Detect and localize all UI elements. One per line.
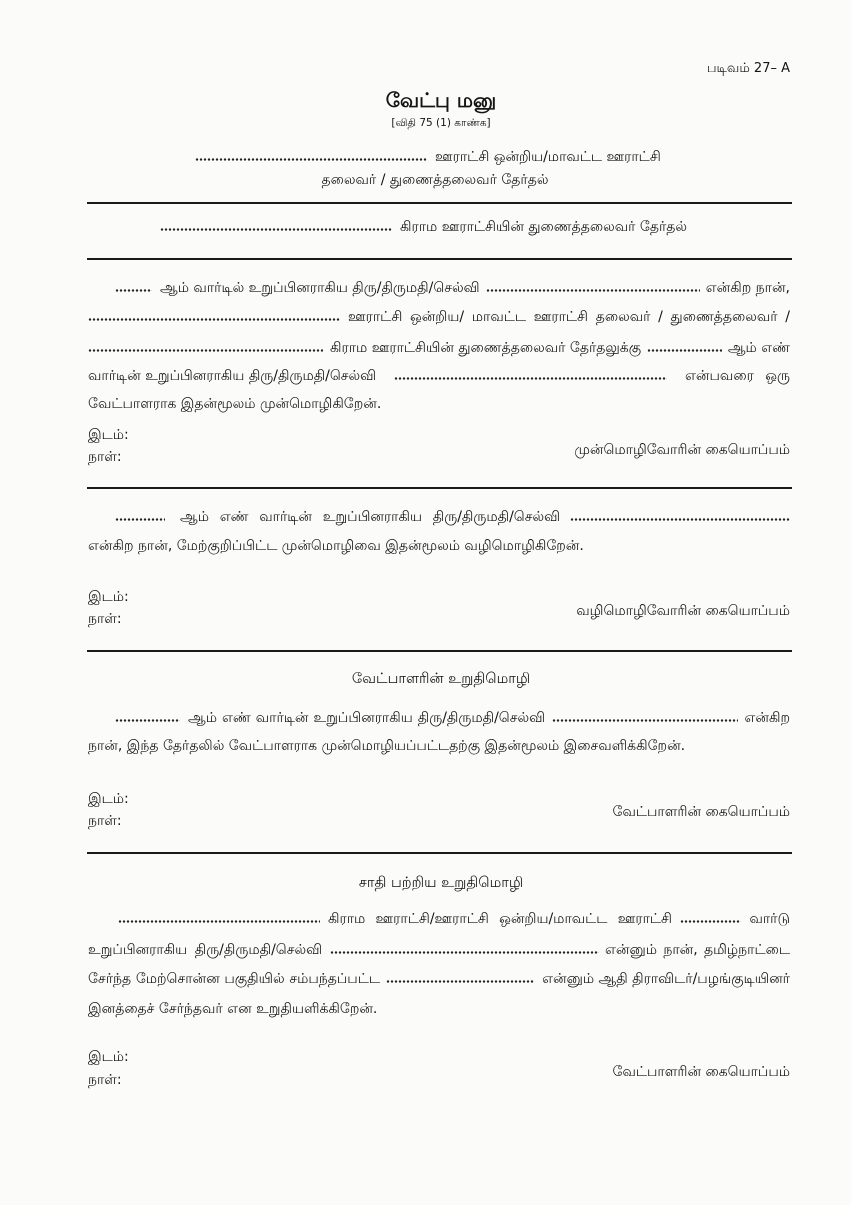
caste-line-1 [118, 909, 790, 929]
fill-blank [680, 920, 741, 923]
fill-blank [88, 318, 340, 321]
caste-line4: இனத்தைச் சேர்ந்தவர் என உறுதியளிக்கிறேன். [88, 1001, 378, 1017]
place-label: இடம்: [88, 791, 129, 807]
date-label: நாள்: [88, 1072, 122, 1088]
seconding-line-2 [88, 536, 790, 556]
caste-line-3 [88, 969, 790, 989]
form-number: படிவம் 27– A [706, 61, 790, 76]
caste-line-4 [88, 999, 790, 1019]
seconding-line-1 [115, 507, 790, 527]
election-village-vp-text: கிராம ஊராட்சியின் துணைத்தலைவர் தேர்தல் [400, 219, 687, 235]
caste-line2-a: உறுப்பினராகிய திரு/திருமதி/செல்வி [88, 942, 322, 958]
proposal-line-4 [88, 366, 790, 386]
caste-line-2 [88, 940, 790, 960]
proposal-line3-a: கிராம ஊராட்சியின் துணைத்தலைவர் தேர்தலுக்கு [330, 340, 642, 356]
proposer-signature-label: முன்மொழிவோரின் கையொப்பம் [574, 442, 790, 458]
divider [87, 852, 792, 854]
fill-blank [88, 349, 323, 352]
candidate-signature-label: வேட்பாளரின் கையொப்பம் [612, 804, 790, 820]
rule-reference: [விதி 75 (1) காண்க] [391, 117, 491, 129]
date-label: நாள்: [88, 611, 122, 627]
fill-blank [160, 228, 392, 231]
proposal-line4-a: வார்டின் உறுப்பினராகிய திரு/திருமதி/செல்வி [88, 368, 377, 384]
date-label: நாள்: [88, 449, 122, 465]
fill-blank [647, 349, 722, 352]
caste-line2-b: என்னும் நான், தமிழ்நாட்டை [605, 942, 790, 958]
election-president-vp-text: தலைவர் / துணைத்தலைவர் தேர்தல் [321, 172, 549, 188]
fill-blank [195, 158, 427, 161]
divider [87, 258, 792, 260]
proposal-line5: வேட்பாளராக இதன்மூலம் முன்மொழிகிறேன். [88, 396, 382, 412]
proposal-line-2 [88, 307, 790, 327]
place-label: இடம்: [88, 589, 129, 605]
fill-blank [386, 980, 534, 983]
proposal-line1-b: என்கிற நான், [705, 280, 790, 296]
proposal-line-3 [88, 338, 790, 358]
caste-line1-a: கிராம ஊராட்சி/ஊராட்சி ஒன்றிய/மாவட்ட ஊராட்சி [328, 911, 672, 927]
fill-blank [115, 518, 165, 521]
section-heading-caste: சாதி பற்றிய உறுதிமொழி [358, 875, 524, 891]
candidate-line-2 [88, 736, 790, 756]
seconding-line1: ஆம் எண் வார்டின் உறுப்பினராகிய திரு/திருமதி/செல்வி [180, 509, 560, 525]
election-line-union [195, 147, 685, 167]
proposal-line3-b: ஆம் எண் [727, 340, 790, 356]
fill-blank [486, 289, 700, 292]
candidate-line2: நான், இந்த தேர்தலில் வேட்பாளராக முன்மொழியப்பட்டதற்கு இதன்மூலம் இசைவளிக்கிறேன். [88, 738, 686, 754]
proposal-line4-b: என்பவரை ஒரு [685, 368, 790, 384]
caste-line1-b: வார்டு [749, 911, 790, 927]
divider [87, 202, 792, 204]
candidate-line1-b: என்கிற [744, 710, 790, 726]
section-heading-candidate: வேட்பாளரின் உறுதிமொழி [351, 671, 531, 687]
candidate-line1-a: ஆம் எண் வார்டின் உறுப்பினராகிய திரு/திருமதி/செல்வி [188, 710, 545, 726]
proposal-line2: ஊராட்சி ஒன்றிய/ மாவட்ட ஊராட்சி தலைவர் / துணைத்தலைவர் / [348, 309, 790, 325]
fill-blank [394, 377, 667, 380]
form-title: வேட்பு மனு [385, 88, 497, 112]
divider [87, 650, 792, 652]
candidate-line-1 [115, 708, 790, 728]
fill-blank [115, 289, 152, 292]
candidate-caste-signature-label: வேட்பாளரின் கையொப்பம் [612, 1064, 790, 1080]
election-union-district-text: ஊராட்சி ஒன்றிய/மாவட்ட ஊராட்சி [435, 149, 661, 165]
proposal-line1-a: ஆம் வார்டில் உறுப்பினராகிய திரு/திருமதி/செல்வி [160, 280, 480, 296]
divider [87, 487, 792, 489]
proposal-line-5 [88, 394, 790, 414]
seconder-signature-label: வழிமொழிவோரின் கையொப்பம் [576, 603, 790, 619]
date-label: நாள்: [88, 813, 122, 829]
caste-line3-b: என்னும் ஆதி திராவிடர்/பழங்குடியினர் [542, 971, 790, 987]
proposal-line-1 [115, 278, 790, 298]
caste-line3-a: சேர்ந்த மேற்சொன்ன பகுதியில் சம்பந்தப்பட்ட [88, 971, 380, 987]
fill-blank [115, 719, 180, 722]
fill-blank [552, 719, 738, 722]
seconding-line2: என்கிற நான், மேற்குறிப்பிட்ட முன்மொழிவை இதன்மூலம் வழிமொழிகிறேன். [88, 538, 584, 554]
fill-blank [570, 518, 790, 521]
fill-blank [118, 920, 320, 923]
place-label: இடம்: [88, 1049, 129, 1065]
fill-blank [330, 951, 599, 954]
election-line-village [160, 217, 725, 237]
place-label: இடம்: [88, 427, 129, 443]
